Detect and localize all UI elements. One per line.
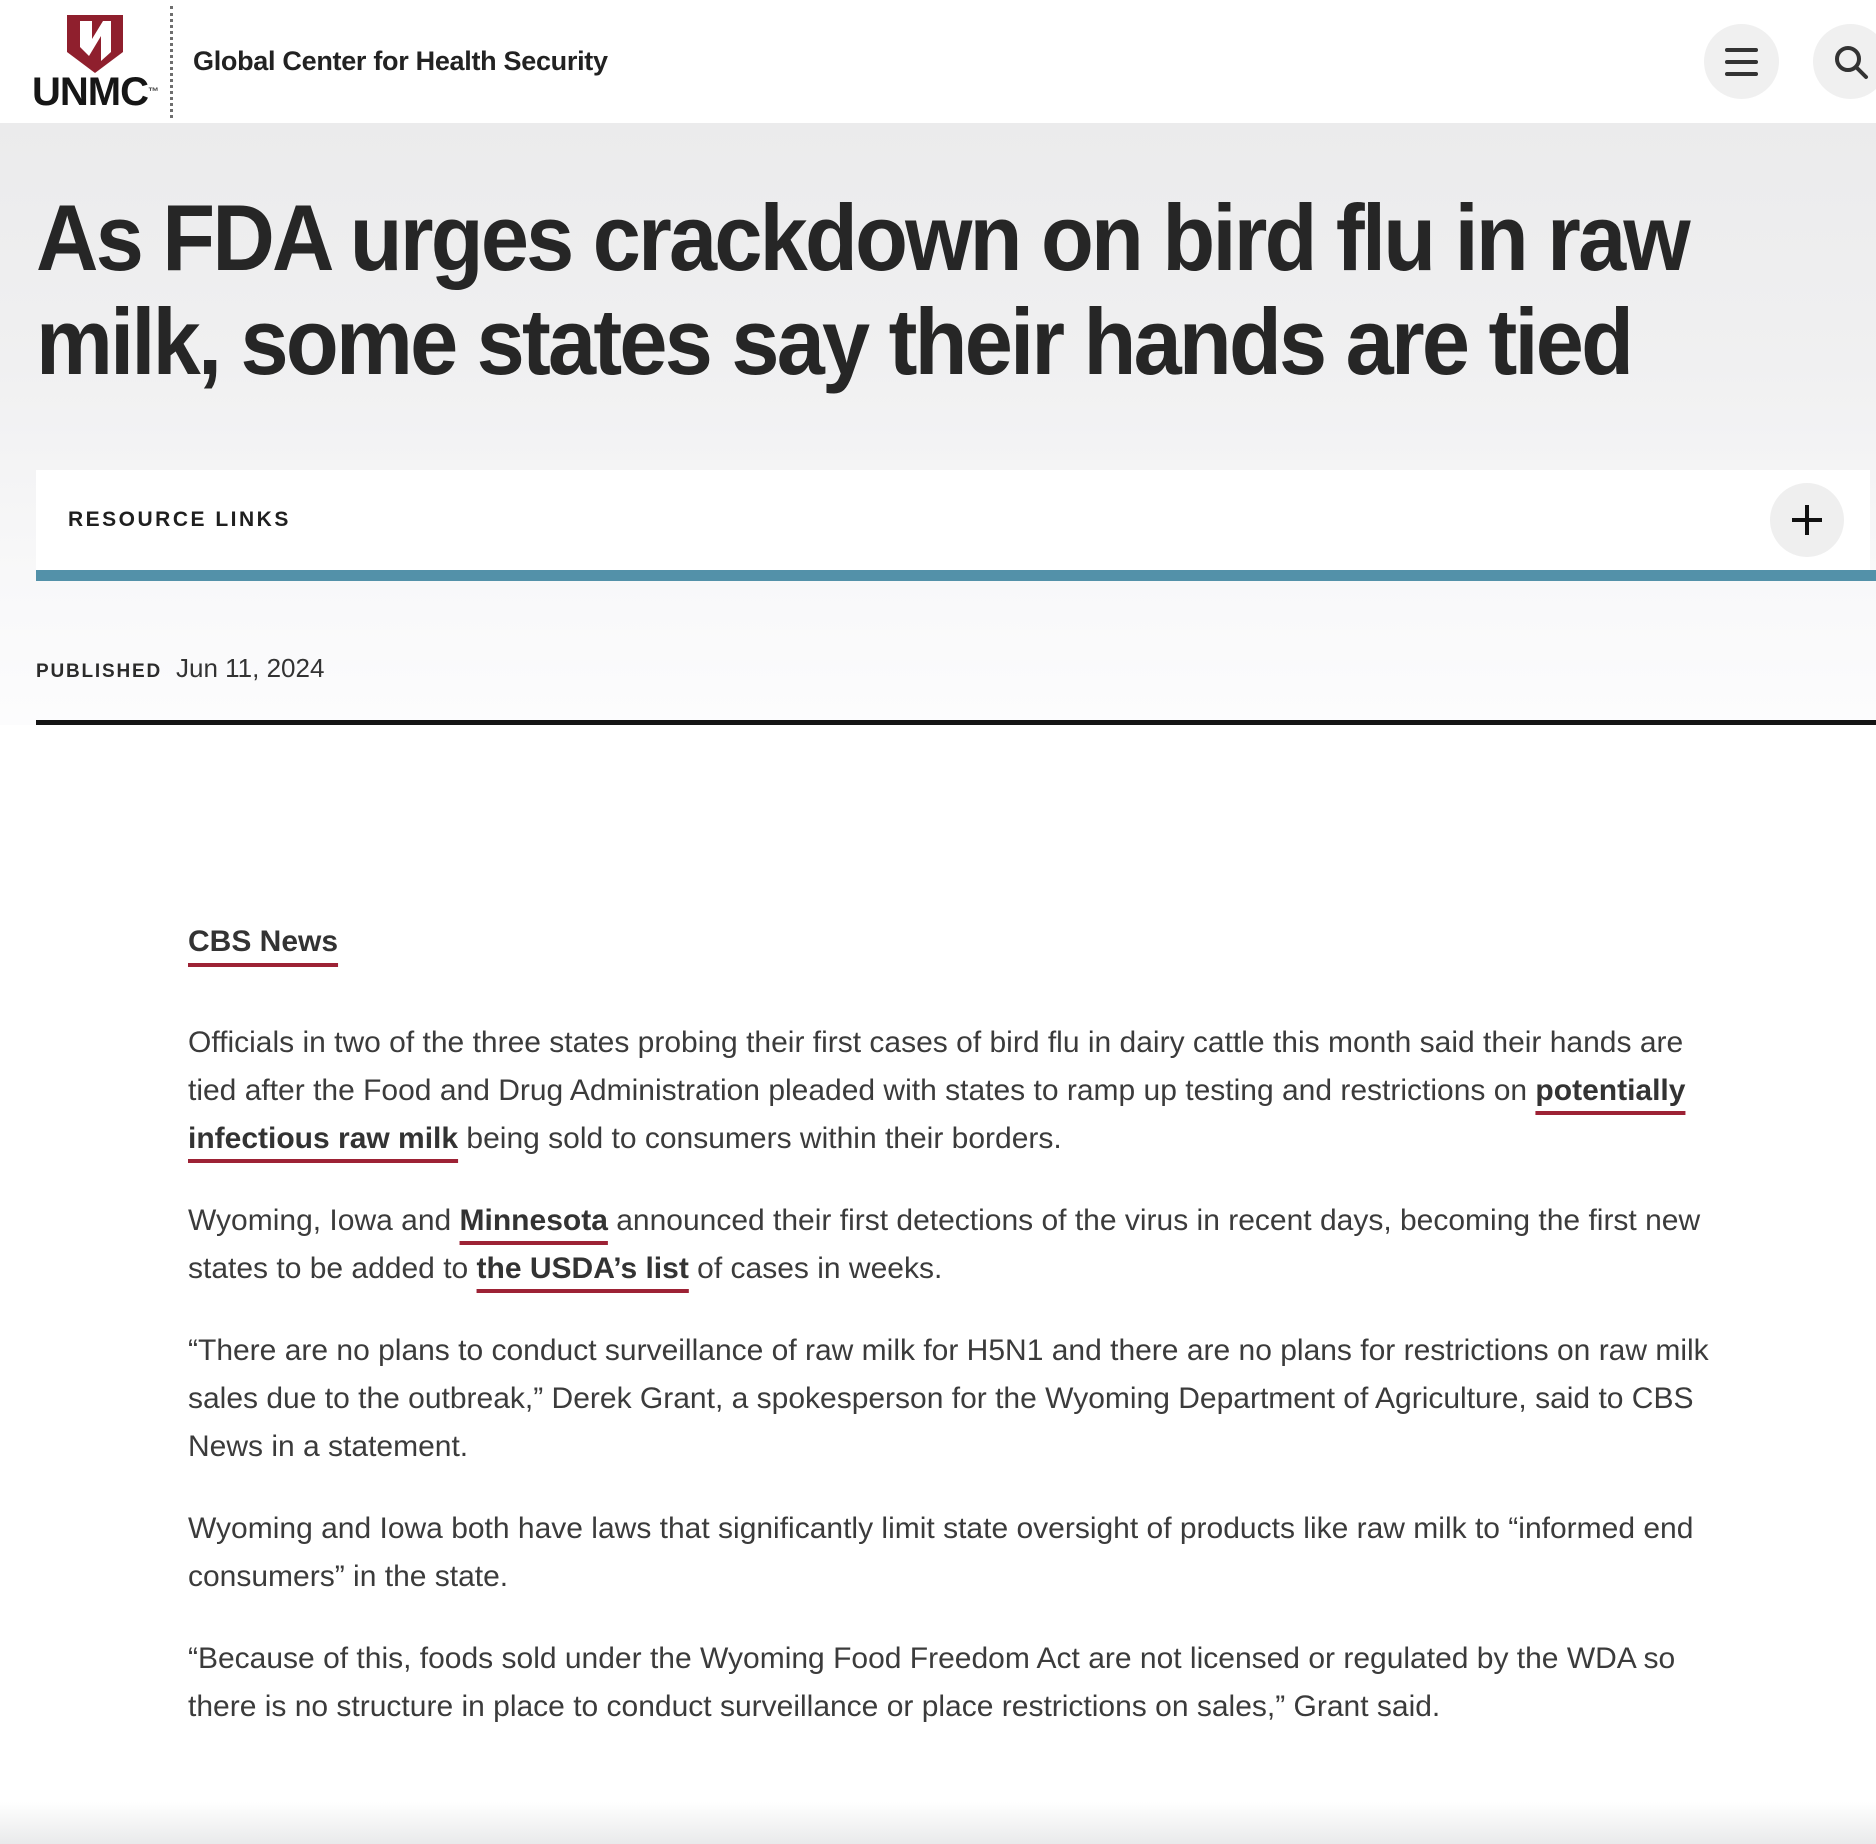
hero-section [0,123,1876,725]
inline-link[interactable]: potentially infectious raw milk [188,1074,1686,1155]
header-actions [1704,24,1876,99]
unmc-shield-icon [64,14,126,74]
unmc-wordmark: UNMC™ [32,69,158,114]
resource-links-label: RESOURCE LINKS [68,508,291,531]
inline-link[interactable]: the USDA’s list [476,1252,689,1285]
search-button[interactable] [1813,24,1876,99]
expand-resource-links-button[interactable] [1770,483,1844,557]
resource-links-bar[interactable] [36,470,1870,570]
source-link[interactable]: CBS News [188,925,339,958]
published-row [36,653,1876,684]
header-divider [170,6,173,118]
site-header [0,0,1876,123]
published-label: PUBLISHED [36,661,162,682]
article-headline: As FDA urges crackdown on bird flu in raw milk, some states say their hands are tied [36,185,1688,394]
accent-bar [36,570,1876,581]
search-icon [1832,43,1870,81]
article-main [0,725,1876,1731]
article-body [188,1019,1718,1731]
paragraph: “There are no plans to conduct surveillance of raw milk for H5N1 and there are no plans for restrictions on raw milk sales due to the outbreak,” Derek Grant, a spokesperson for the Wyoming Department of Agriculture, said to CBS News in a statement. [188,1334,1709,1463]
paragraph: “Because of this, foods sold under the Wyoming Food Freedom Act are not licensed or regulated by the WDA so there is no structure in place to conduct surveillance or place restrictions on sales,” Grant said. [188,1642,1676,1723]
trademark-symbol: ™ [148,85,158,98]
unmc-logo[interactable] [32,14,158,114]
menu-button[interactable] [1704,24,1779,99]
paragraph: Officials in two of the three states probing their first cases of bird flu in dairy cattle this month said their hands are tied after the Food and Drug Administration pleaded with states to ramp up testing and restrictions on potentially infectious raw milk being sold to consumers within their borders. [188,1026,1686,1155]
inline-link[interactable]: Minnesota [459,1204,608,1237]
published-date: Jun 11, 2024 [176,653,325,683]
bottom-fade [0,1802,1876,1844]
site-title: Global Center for Health Security [193,46,608,76]
paragraph: Wyoming and Iowa both have laws that significantly limit state oversight of products like raw milk to “informed end consumers” in the state. [188,1512,1694,1593]
hamburger-icon [1725,48,1758,76]
paragraph: Wyoming, Iowa and Minnesota announced their first detections of the virus in recent days, becoming the first new states to be added to the USDA’s list of cases in weeks. [188,1204,1701,1285]
plus-icon [1790,503,1824,537]
